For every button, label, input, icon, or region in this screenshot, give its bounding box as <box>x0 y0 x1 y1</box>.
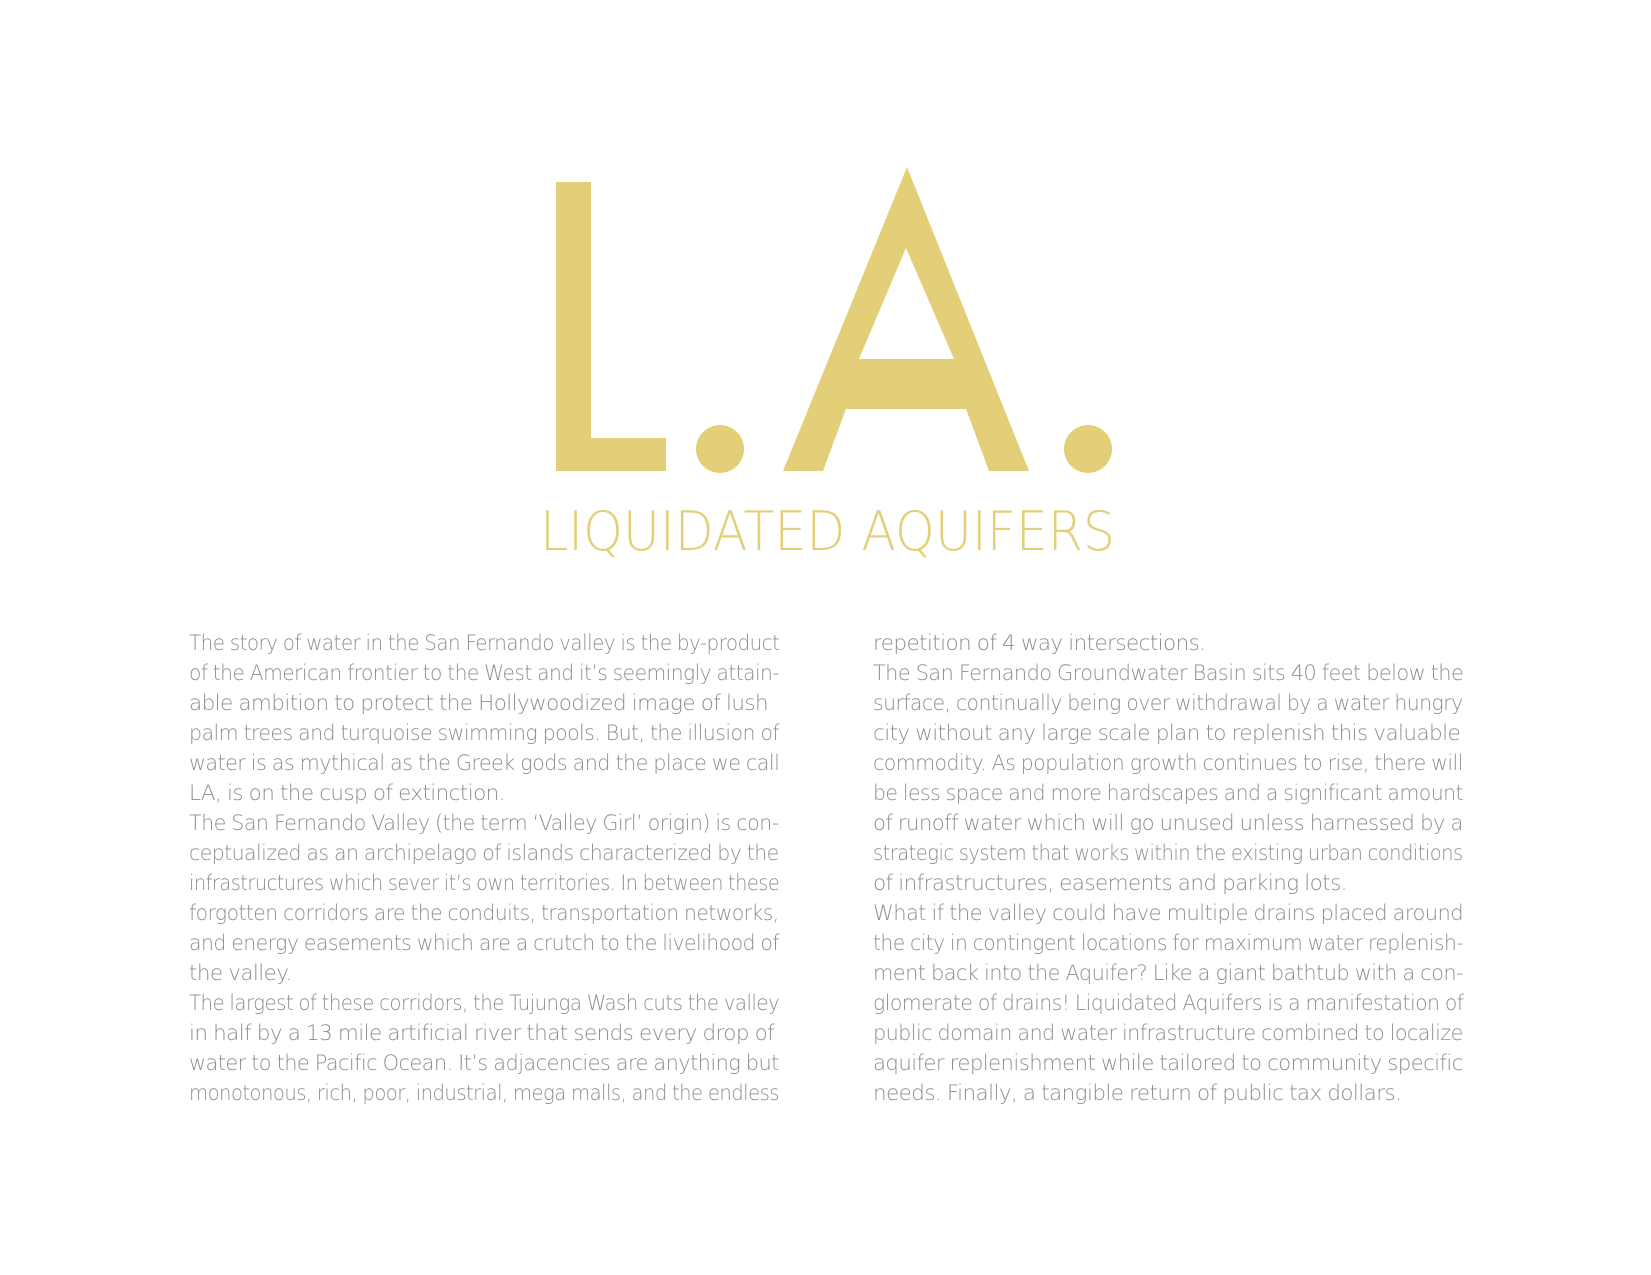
text-line: repetition of 4 way intersections. <box>873 631 1206 656</box>
text-line: infrastructures which sever it’s own territories. In between these <box>189 871 780 896</box>
column-right <box>873 629 1463 1109</box>
text-line: The San Fernando Valley (the term ‘Valley Girl’ origin) is con- <box>189 811 779 836</box>
text-line: The story of water in the San Fernando valley is the by-product <box>189 631 780 656</box>
text-line: of the American frontier to the West and it’s seemingly attain- <box>189 661 780 686</box>
title-letter-a <box>783 167 1029 471</box>
text-line: forgotten corridors are the conduits, transportation networks, <box>189 901 779 926</box>
text-line: glomerate of drains! Liquidated Aquifers is a manifestation of <box>873 991 1464 1016</box>
title-period-1 <box>696 425 744 473</box>
text-line: the city in contingent locations for maximum water replenish- <box>873 931 1464 956</box>
text-line: public domain and water infrastructure combined to localize <box>873 1021 1463 1046</box>
text-line: ceptualized as an archipelago of islands characterized by the <box>189 841 779 866</box>
text-line: of runoff water which will go unused unless harnessed by a <box>873 811 1463 836</box>
text-line: city without any large scale plan to replenish this valuable <box>873 721 1461 746</box>
title-period-2 <box>1064 425 1112 473</box>
text-line: What if the valley could have multiple drains placed around <box>873 901 1464 926</box>
text-line: surface, continually being over withdrawal by a water hungry <box>873 691 1463 716</box>
text-line: the valley. <box>189 961 292 986</box>
text-line: The largest of these corridors, the Tujunga Wash cuts the valley <box>189 991 780 1016</box>
text-line: in half by a 13 mile artificial river that sends every drop of <box>189 1021 775 1046</box>
body-columns <box>189 629 1464 1129</box>
text-line: needs. Finally, a tangible return of public tax dollars. <box>873 1081 1402 1106</box>
title-letter-l <box>556 182 666 471</box>
text-line: LA, is on the cusp of extinction. <box>189 781 505 806</box>
text-line: ment back into the Aquifer? Like a giant bathtub with a con- <box>873 961 1463 986</box>
text-line: and energy easements which are a crutch to the livelihood of <box>189 931 779 956</box>
column-left <box>189 629 779 1109</box>
text-line: aquifer replenishment while tailored to community specific <box>873 1051 1463 1076</box>
text-line: be less space and more hardscapes and a significant amount <box>873 781 1463 806</box>
text-line: palm trees and turquoise swimming pools. But, the illusion of <box>189 721 780 746</box>
subtitle-text: LIQUIDATED AQUIFERS <box>540 500 1115 560</box>
text-line: able ambition to protect the Hollywoodized image of lush <box>189 691 769 716</box>
subtitle <box>540 500 1120 560</box>
text-line: commodity. As population growth continues to rise, there will <box>873 751 1463 776</box>
text-line: The San Fernando Groundwater Basin sits 40 feet below the <box>873 661 1464 686</box>
text-line: water to the Pacific Ocean. It’s adjacencies are anything but <box>189 1051 779 1076</box>
text-line: monotonous, rich, poor, industrial, mega malls, and the endless <box>189 1081 779 1106</box>
text-line: of infrastructures, easements and parking lots. <box>873 871 1347 896</box>
text-line: water is as mythical as the Greek gods and the place we call <box>189 751 780 776</box>
text-line: strategic system that works within the existing urban conditions <box>873 841 1463 866</box>
